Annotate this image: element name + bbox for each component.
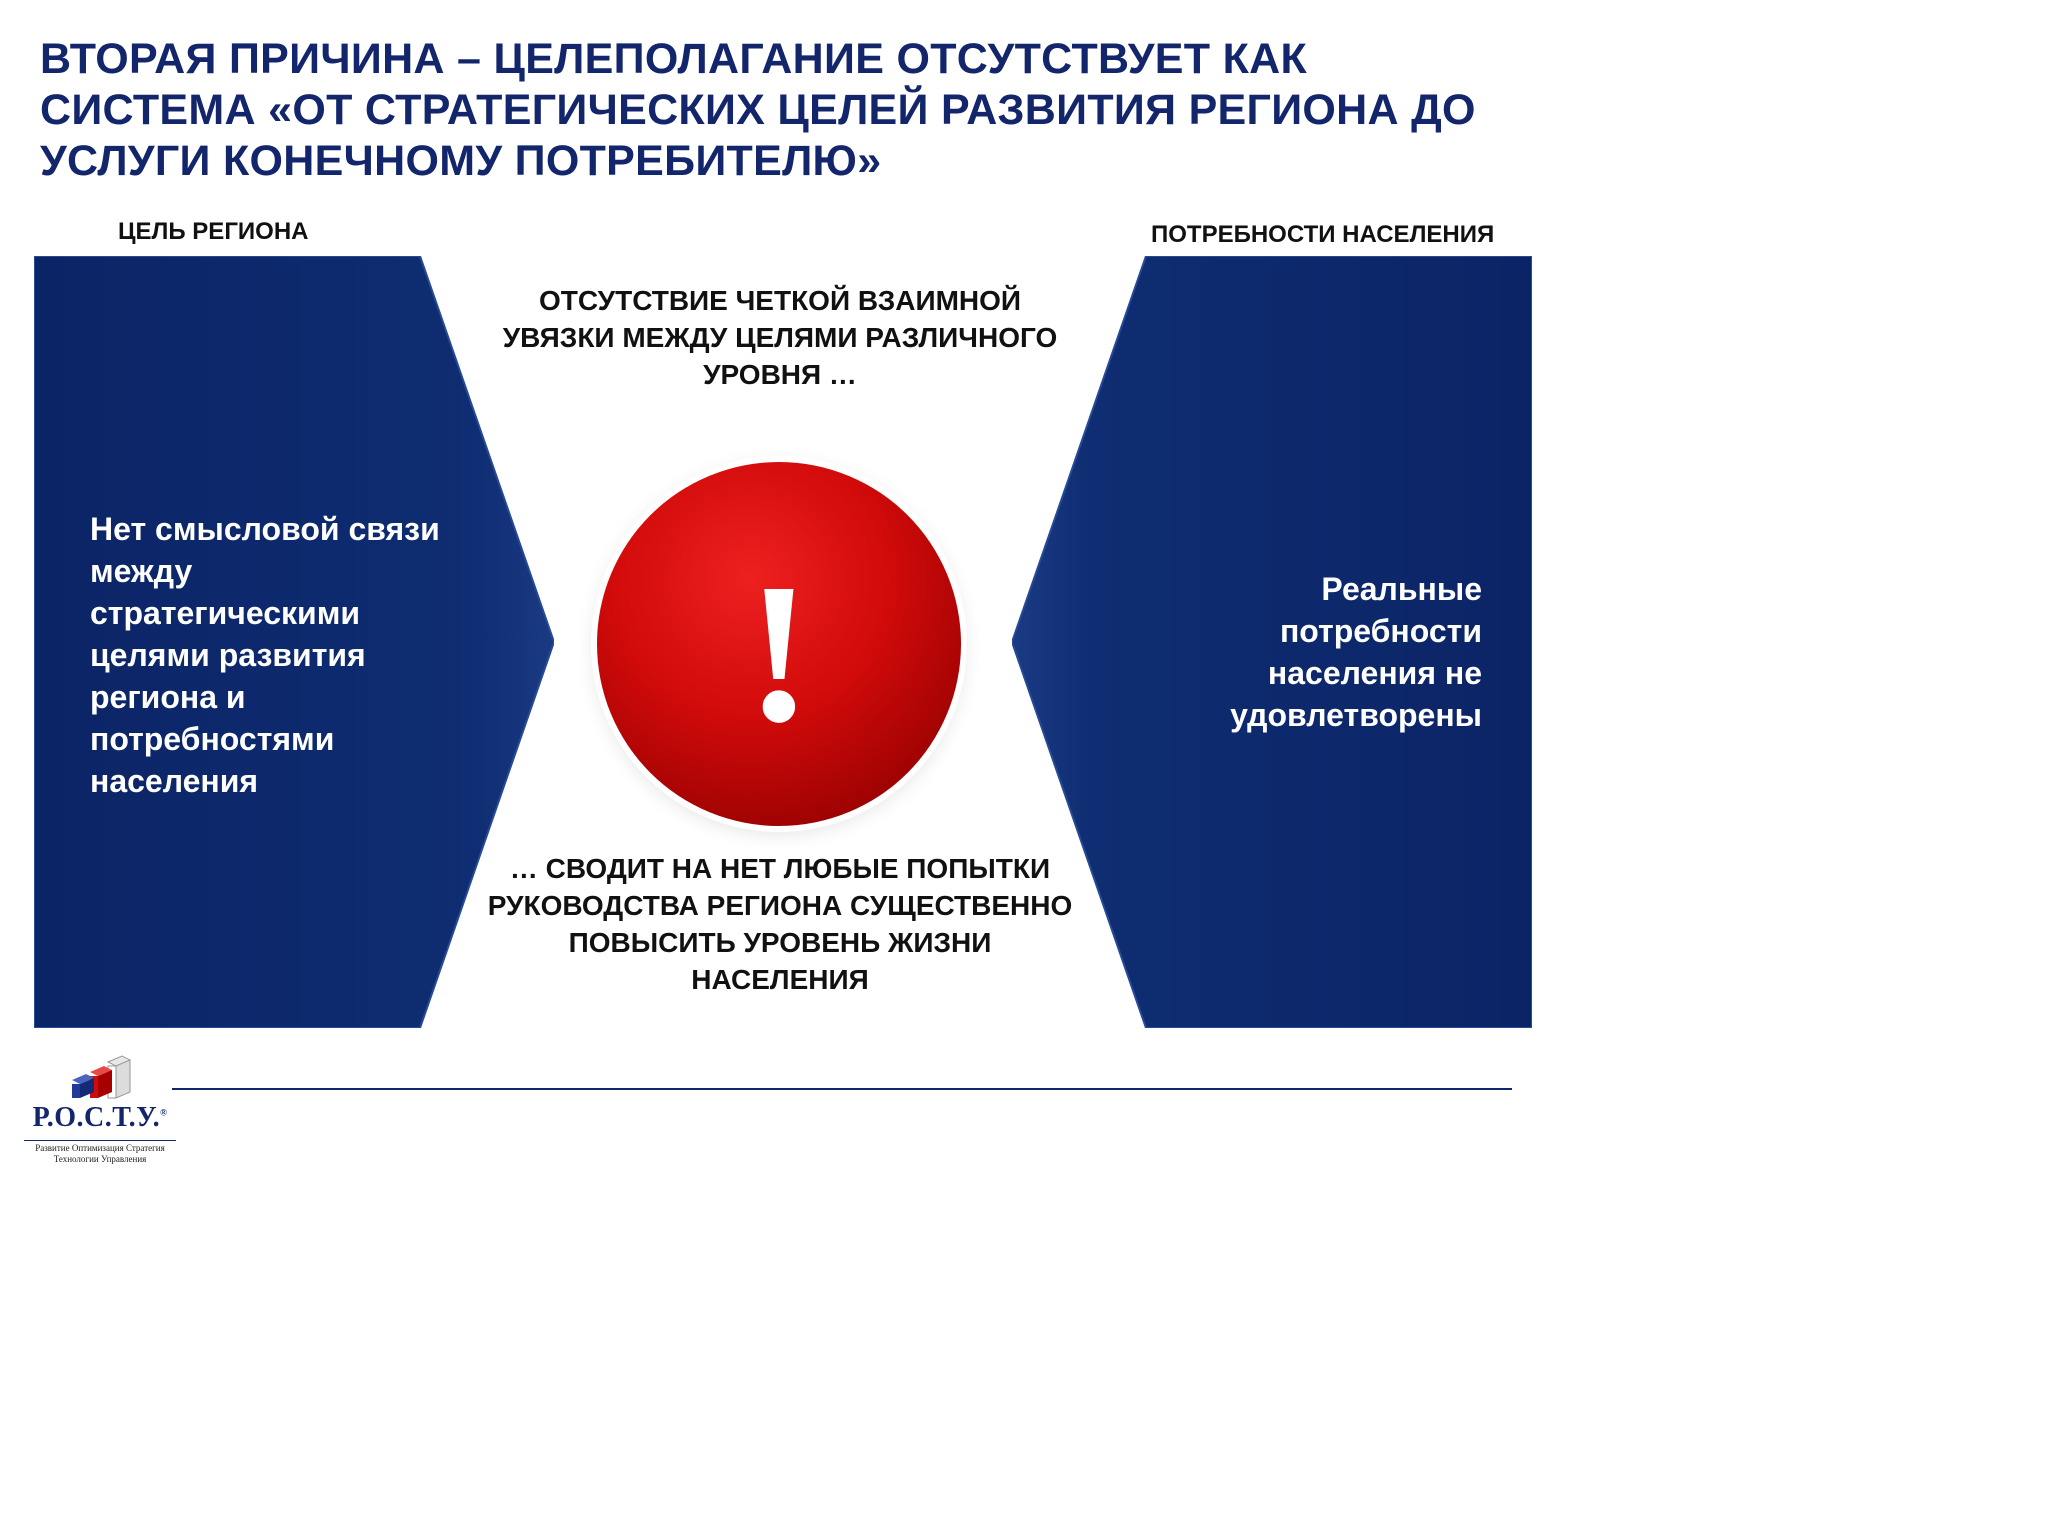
label-population-needs: ПОТРЕБНОСТИ НАСЕЛЕНИЯ (1151, 221, 1495, 248)
bar-chart-logo-icon (24, 1050, 176, 1102)
logo-tagline: Развитие Оптимизация Стратегия Технологии Управления (24, 1140, 176, 1165)
label-region-goal: ЦЕЛЬ РЕГИОНА (118, 218, 309, 245)
population-needs-text: Реальные потребности населения не удовлетворены (1230, 571, 1482, 733)
rostu-logo (24, 1050, 176, 1170)
problem-statement-top: ОТСУТСТВИЕ ЧЕТКОЙ ВЗАИМНОЙ УВЯЗКИ МЕЖДУ ЦЕЛЯМИ РАЗЛИЧНОГО УРОВНЯ … (502, 285, 1058, 390)
exclamation-glyph: ! (745, 543, 813, 764)
slide-title: ВТОРАЯ ПРИЧИНА – ЦЕЛЕПОЛАГАНИЕ ОТСУТСТВУЕТ КАК СИСТЕМА «ОТ СТРАТЕГИЧЕСКИХ ЦЕЛЕЙ РАЗВИТИЯ РЕГИОНА ДО УСЛУГИ КОНЕЧНОМУ ПОТРЕБИТЕЛЮ» (40, 35, 1476, 185)
logo-wordmark: Р.О.С.Т.У.® (32, 1102, 168, 1133)
region-goal-text: Нет смысловой связи между стратегическими целями развития региона и потребностями населения (90, 511, 440, 799)
warning-circle-icon (574, 444, 984, 854)
footer-divider (172, 1088, 1512, 1090)
problem-consequence-bottom: … СВОДИТ НА НЕТ ЛЮБЫЕ ПОПЫТКИ РУКОВОДСТВА РЕГИОНА СУЩЕСТВЕННО ПОВЫСИТЬ УРОВЕНЬ ЖИЗНИ НАСЕЛЕНИЯ (487, 853, 1073, 995)
